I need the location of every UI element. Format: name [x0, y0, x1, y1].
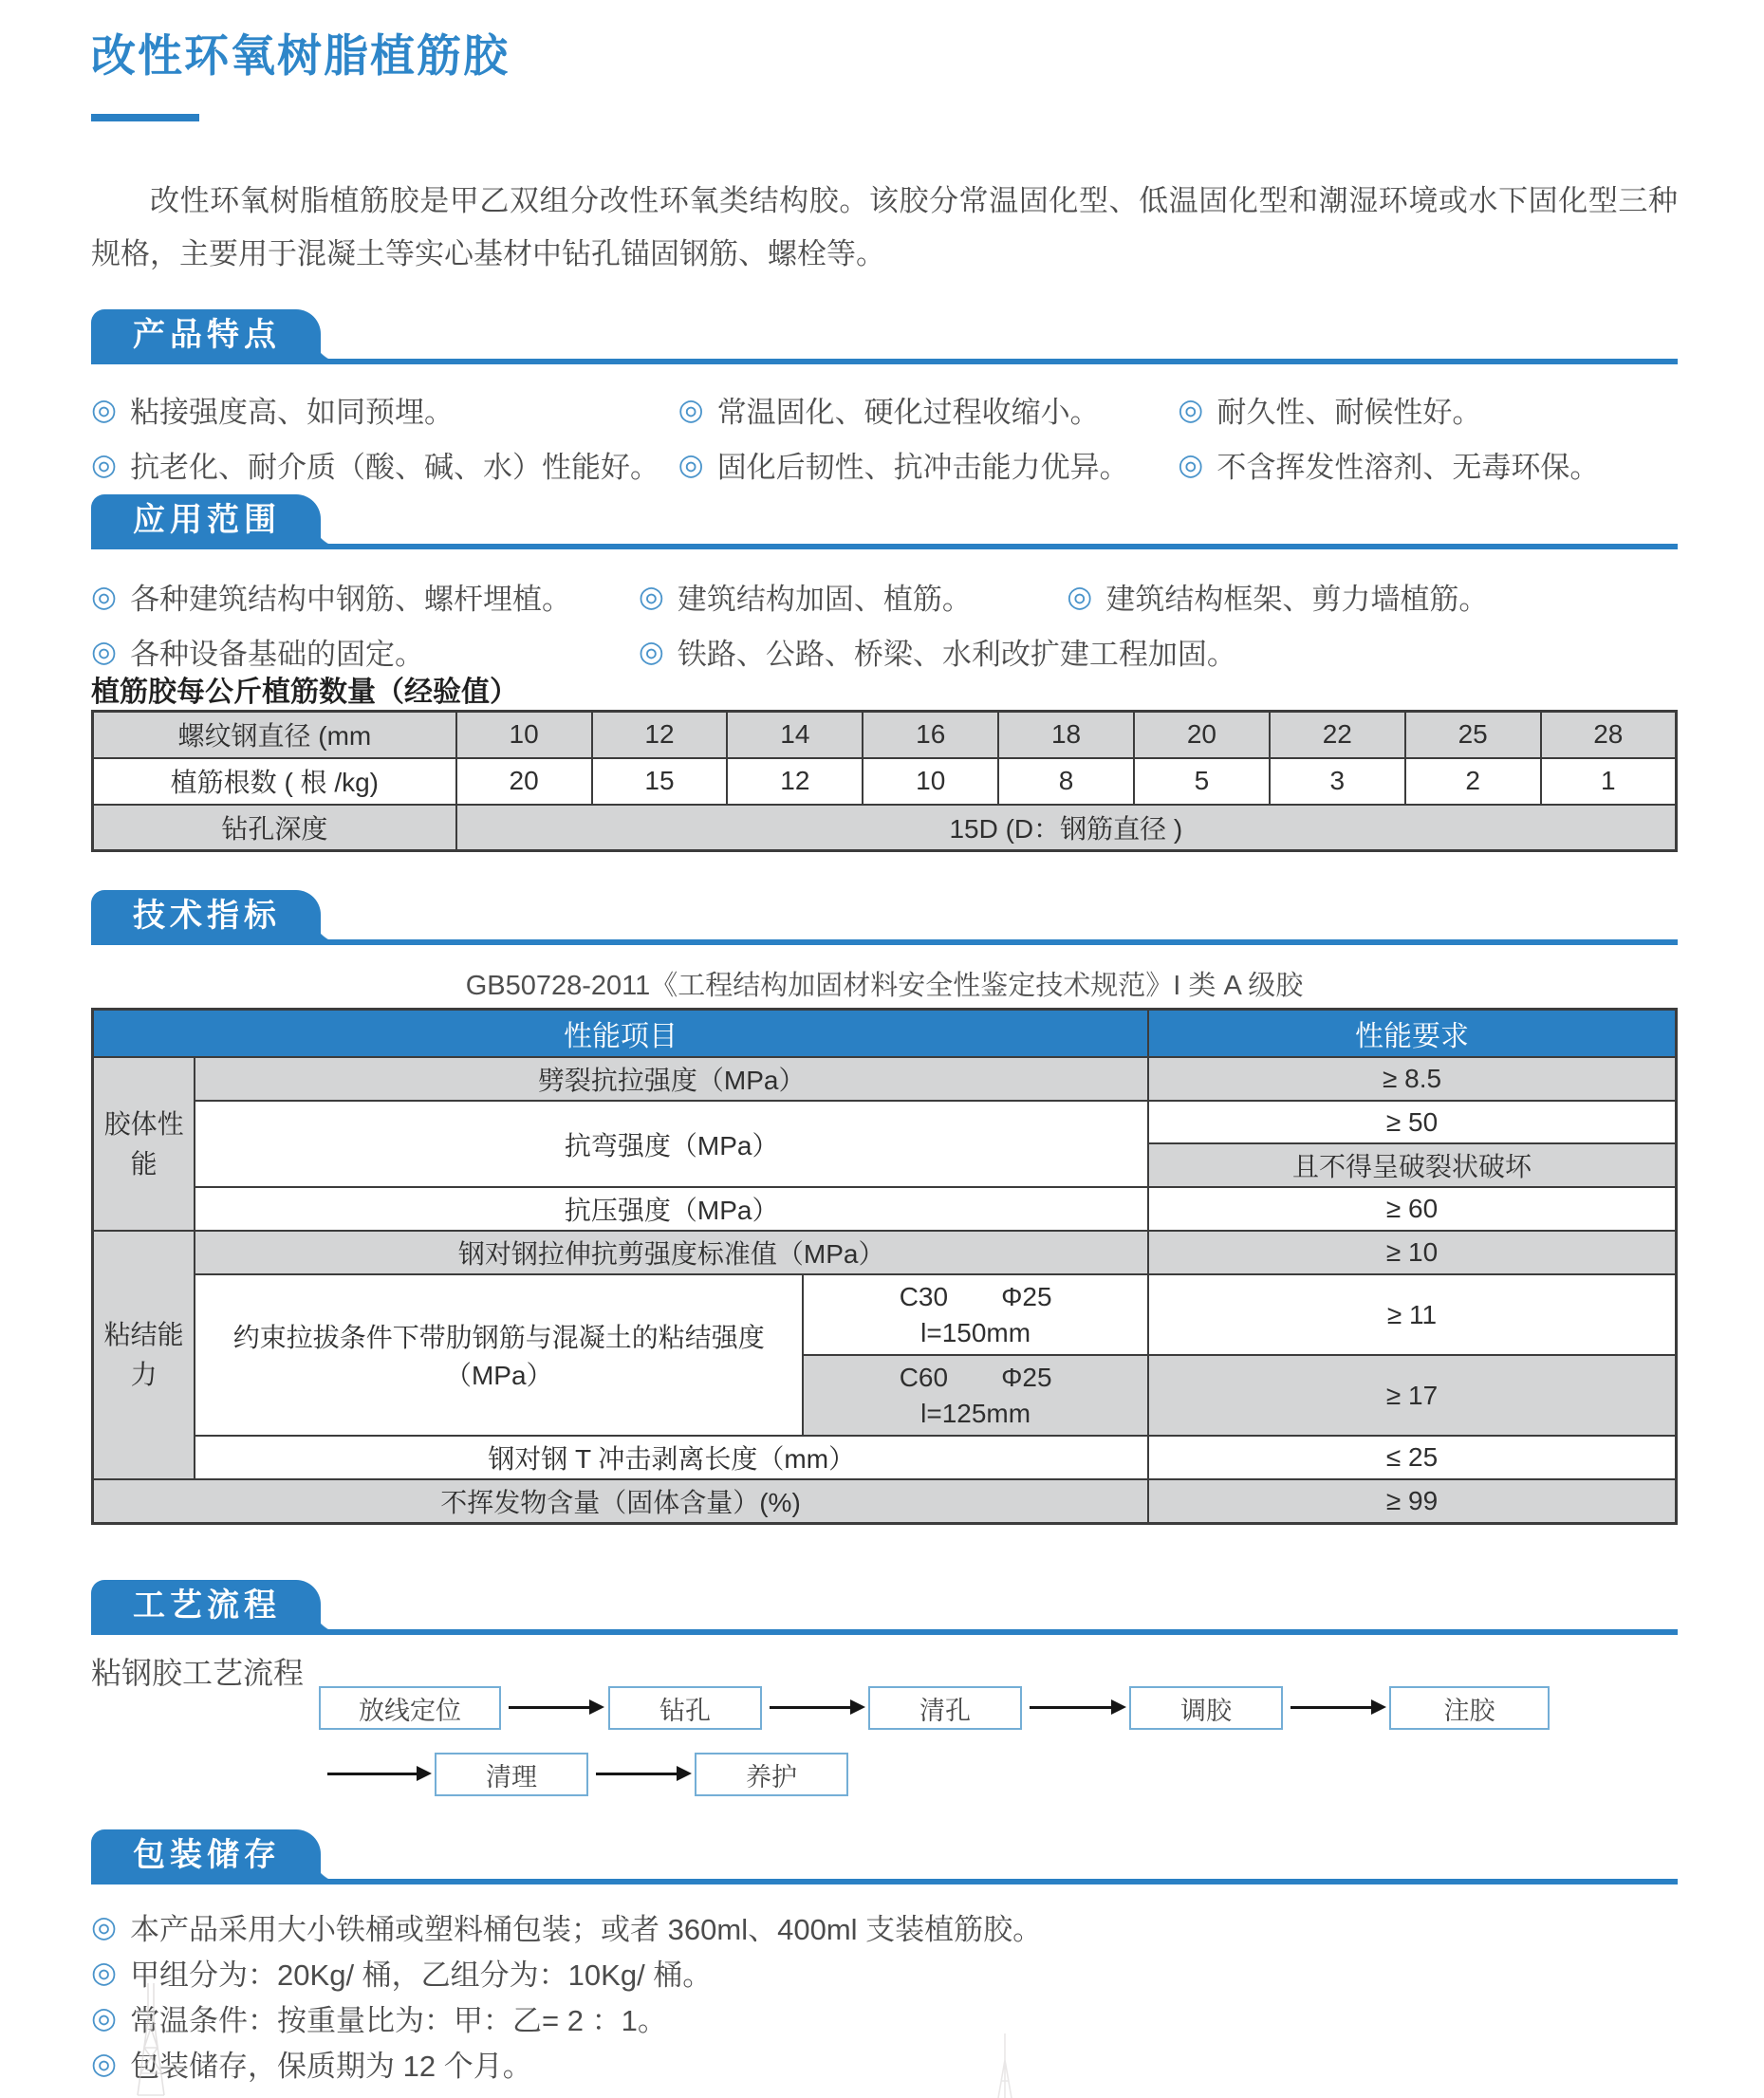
table-cell: 10 [456, 712, 592, 758]
application-item: ◎ 建筑结构加固、植筋。 [638, 579, 972, 616]
bullseye-bullet-icon: ◎ [91, 447, 118, 481]
column-header-requirement: 性能要求 [1148, 1010, 1676, 1058]
row-label-cell: 螺纹钢直径 (mm [93, 712, 456, 758]
condition-length: l=150mm [920, 1317, 1031, 1347]
table-cell: 5 [1134, 758, 1270, 805]
feature-item: ◎ 耐久性、耐候性好。 [1178, 392, 1482, 429]
watermark-tower-sketch [133, 1983, 169, 2098]
flow-arrow-icon [596, 1773, 678, 1775]
table-cell: 1 [1541, 758, 1677, 805]
table-cell: 14 [727, 712, 863, 758]
bullseye-bullet-icon: ◎ [91, 1909, 118, 1943]
flow-arrow-icon [770, 1706, 851, 1709]
spec-subcondition-cell [803, 1274, 1148, 1355]
application-item: ◎ 各种设备基础的固定。 [91, 634, 425, 671]
flow-step-curing: 养护 [695, 1753, 848, 1796]
bullseye-bullet-icon: ◎ [91, 579, 118, 613]
spec-standard-caption: GB50728-2011《工程结构加固材料安全性鉴定技术规范》I 类 A 级胶 [465, 971, 1304, 1001]
bullseye-bullet-icon: ◎ [1067, 579, 1093, 613]
flow-arrow-icon [1291, 1706, 1372, 1709]
flow-step-cleanup: 清理 [435, 1753, 588, 1796]
flow-step-inject-glue: 注胶 [1389, 1686, 1550, 1730]
spec-item-cell: 抗压强度（MPa） [195, 1187, 1148, 1231]
section-header-tech [91, 890, 1678, 945]
table-cell: 20 [1134, 712, 1270, 758]
spec-item-cell: 抗弯强度（MPa） [195, 1101, 1148, 1187]
table-cell: 28 [1541, 712, 1677, 758]
rebar-table [91, 710, 1678, 852]
flow-arrow-icon [327, 1773, 418, 1775]
application-item: ◎ 建筑结构框架、剪力墙植筋。 [1067, 579, 1489, 616]
flow-arrow-icon [509, 1706, 590, 1709]
bullseye-bullet-icon: ◎ [91, 2046, 118, 2080]
condition-length: l=125mm [920, 1398, 1031, 1428]
spec-req-cell: ≥ 10 [1148, 1231, 1676, 1274]
spec-req-cell: ≥ 50 [1148, 1101, 1676, 1143]
spec-subcondition-cell [803, 1355, 1148, 1436]
bullseye-bullet-icon: ◎ [638, 634, 664, 668]
spec-header-row [93, 1010, 1677, 1058]
table-cell: 18 [998, 712, 1134, 758]
group-cell-adhesive: 胶体性能 [93, 1057, 195, 1231]
group-cell-bonding: 粘结能力 [93, 1231, 195, 1479]
section-header-process [91, 1580, 1678, 1635]
packaging-item: ◎ 甲组分为：20Kg/ 桶，乙组分为：10Kg/ 桶。 [91, 1955, 713, 1992]
applications-list [91, 568, 1678, 678]
spec-row-steel-shear [93, 1231, 1677, 1274]
feature-item: ◎ 常温固化、硬化过程收缩小。 [678, 392, 1100, 429]
packaging-item: ◎ 包装储存，保质期为 12 个月。 [91, 2046, 532, 2083]
flow-step-clean-hole: 清孔 [868, 1686, 1022, 1730]
table-cell: 8 [998, 758, 1134, 805]
feature-item: ◎ 粘接强度高、如同预埋。 [91, 392, 455, 429]
spec-item-cell: 约束拉拔条件下带肋钢筋与混凝土的粘结强度（MPa） [195, 1274, 803, 1436]
rebar-diameter-row [93, 712, 1677, 758]
section-tab-features: 产品特点 [91, 309, 321, 364]
spec-req-cell: ≥ 8.5 [1148, 1057, 1676, 1101]
feature-item: ◎ 固化后韧性、抗冲击能力优异。 [678, 447, 1129, 484]
row-label-cell: 植筋根数 ( 根 /kg) [93, 758, 456, 805]
feature-item: ◎ 不含挥发性溶剂、无毒环保。 [1178, 447, 1600, 484]
spec-table [91, 1008, 1678, 1525]
bullseye-bullet-icon: ◎ [91, 1955, 118, 1989]
packaging-item: ◎ 本产品采用大小铁桶或塑料桶包装；或者 360ml、400ml 支装植筋胶。 [91, 1909, 1043, 1946]
spec-item-cell: 钢对钢拉伸抗剪强度标准值（MPa） [195, 1231, 1148, 1274]
bullseye-bullet-icon: ◎ [1178, 392, 1204, 426]
flow-step-drill: 钻孔 [608, 1686, 762, 1730]
spec-req-cell: 且不得呈破裂状破坏 [1148, 1143, 1676, 1187]
section-header-applications [91, 494, 1678, 549]
spec-req-cell: ≥ 11 [1148, 1274, 1676, 1355]
flow-step-mix-glue: 调胶 [1129, 1686, 1283, 1730]
spec-req-cell: ≥ 99 [1148, 1479, 1676, 1524]
feature-item: ◎ 抗老化、耐介质（酸、碱、水）性能好。 [91, 447, 660, 484]
process-flowchart [91, 1680, 1678, 1822]
spec-item-cell: 不挥发物含量（固体含量）(%) [93, 1479, 1149, 1524]
process-subtitle: 粘钢胶工艺流程 [91, 1656, 305, 1690]
intro-paragraph: 改性环氧树脂植筋胶是甲乙双组分改性环氧类结构胶。该胶分常温固化型、低温固化型和潮湿环境或水下固化型三种规格，主要用于混凝土等实心基材中钻孔锚固钢筋、螺栓等。 [91, 184, 1678, 270]
column-header-item: 性能项目 [93, 1010, 1149, 1058]
section-tab-packaging: 包装储存 [91, 1829, 321, 1884]
spec-row-compressive [93, 1187, 1677, 1231]
spec-req-cell: ≥ 60 [1148, 1187, 1676, 1231]
spec-req-cell: ≤ 25 [1148, 1436, 1676, 1479]
spec-row-nonvolatile [93, 1479, 1677, 1524]
page-title: 改性环氧树脂植筋胶 [91, 30, 510, 81]
flow-step-layout: 放线定位 [319, 1686, 501, 1730]
spec-row-flexural-a [93, 1101, 1677, 1143]
table-cell: 22 [1270, 712, 1405, 758]
spec-row-split-tensile [93, 1057, 1677, 1101]
spec-req-cell: ≥ 17 [1148, 1355, 1676, 1436]
packaging-item: ◎ 常温条件：按重量比为：甲：乙= 2 ：1。 [91, 2000, 667, 2037]
table-cell: 15 [592, 758, 728, 805]
rebar-count-row [93, 758, 1677, 805]
row-label-cell: 钻孔深度 [93, 805, 456, 851]
application-item: ◎ 铁路、公路、桥梁、水利改扩建工程加固。 [638, 634, 1236, 671]
bullseye-bullet-icon: ◎ [1178, 447, 1204, 481]
table-cell: 12 [727, 758, 863, 805]
spec-row-bond-c30 [93, 1274, 1677, 1355]
bullseye-bullet-icon: ◎ [638, 579, 664, 613]
packaging-list [91, 1903, 1678, 2086]
features-list [91, 381, 1678, 492]
table-cell: 3 [1270, 758, 1405, 805]
bullseye-bullet-icon: ◎ [678, 392, 704, 426]
bullseye-bullet-icon: ◎ [91, 2000, 118, 2034]
condition-line: C30 Φ25 [899, 1281, 1052, 1311]
bullseye-bullet-icon: ◎ [678, 447, 704, 481]
spec-item-cell: 劈裂抗拉强度（MPa） [195, 1057, 1148, 1101]
table-cell: 20 [456, 758, 592, 805]
merged-depth-cell: 15D (D：钢筋直径 ) [456, 805, 1677, 851]
table-cell: 2 [1405, 758, 1541, 805]
flow-arrow-icon [1030, 1706, 1112, 1709]
table-cell: 10 [863, 758, 998, 805]
section-header-features [91, 309, 1678, 364]
spec-row-peel [93, 1436, 1677, 1479]
table-cell: 12 [592, 712, 728, 758]
watermark-spire-sketch [993, 2033, 1017, 2098]
rebar-depth-row [93, 805, 1677, 851]
section-tab-applications: 应用范围 [91, 494, 321, 549]
section-tab-process: 工艺流程 [91, 1580, 321, 1635]
title-underline-dash [91, 114, 199, 121]
section-header-packaging [91, 1829, 1678, 1884]
rebar-table-title: 植筋胶每公斤植筋数量（经验值） [91, 677, 518, 708]
application-item: ◎ 各种建筑结构中钢筋、螺杆埋植。 [91, 579, 572, 616]
spec-item-cell: 钢对钢 T 冲击剥离长度（mm） [195, 1436, 1148, 1479]
condition-line: C60 Φ25 [899, 1362, 1052, 1392]
bullseye-bullet-icon: ◎ [91, 392, 118, 426]
section-tab-tech: 技术指标 [91, 890, 321, 945]
bullseye-bullet-icon: ◎ [91, 634, 118, 668]
table-cell: 25 [1405, 712, 1541, 758]
table-cell: 16 [863, 712, 998, 758]
